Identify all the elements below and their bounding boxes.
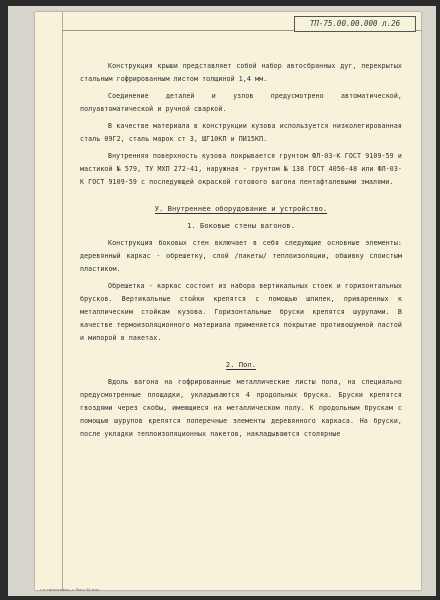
print-footer: г-н типография, г. Рига 30 млн. — [40, 588, 101, 592]
subsection-title: 2. Пол. — [225, 361, 257, 369]
paragraph: Конструкция боковых стен включает в себя следующие основные элементы: деревянный каркас - обрешетку, слой /пакеты/ теплоизоляции, обшивку слоистым пластиком. — [80, 239, 402, 273]
section-title: У. Внутреннее оборудование и устройство. — [154, 205, 328, 213]
subsection-heading — [80, 359, 402, 372]
paragraph: Вдоль вагона на гофрированные металлические листы пола, на специально предусмотренные площадки, укладываются 4 продольных бруска. Бруски крепятся гвоздями через скобы, имеющиеся на металлическом полу. К продольным брускам с помощью шурупов крепятся поперечные элементы деревянного каркаса. На бруски, после укладки теплоизоляционных пакетов, накладываются столярные — [80, 378, 402, 438]
paragraph: В качестве материала в конструкции кузова используется низколегированная сталь 09Г2, сталь марок ст 3, ШГ10КП и ПИ15КП. — [80, 122, 402, 143]
paragraph: Обрешетка - каркас состоит из набора вертикальных стоек и горизонтальных брусков. Вертикальные стойки крепятся с помощью шпилек, приваренных к металлическим стойкам кузова. Горизонтальные бруски крепятся шурупами. В качестве термоизоляционного материала применяется покрытие противошумной пастой и мипорой в пакетах. — [80, 282, 402, 342]
paragraph: Конструкция крыши представляет собой набор автосбранных дуг, перекрытых стальным гофрированным листом толщиной 1,4 мм. — [80, 62, 402, 83]
subsection-heading: 1. Боковые стены вагонов. — [187, 222, 295, 230]
document-stamp: ТП-75.00.00.000 л.26 — [294, 16, 416, 32]
section-heading — [80, 203, 402, 216]
document-body — [80, 60, 402, 445]
paragraph: Соединение деталей и узлов предусмотрено автоматической, полуавтоматической и ручной сваркой. — [80, 92, 402, 113]
paragraph: Внутренняя поверхность кузова покрывается грунтом ФЛ-03-К ГОСТ 9109-59 и мастикой № 579, ТУ МХП 272-41, наружная - грунтом № 138 ГОСТ 4056-48 или ФЛ-03-К ГОСТ 9109-59 с последующей окраской готового вагона пентафталевыми эмалями. — [80, 152, 402, 186]
margin-line — [62, 12, 63, 590]
